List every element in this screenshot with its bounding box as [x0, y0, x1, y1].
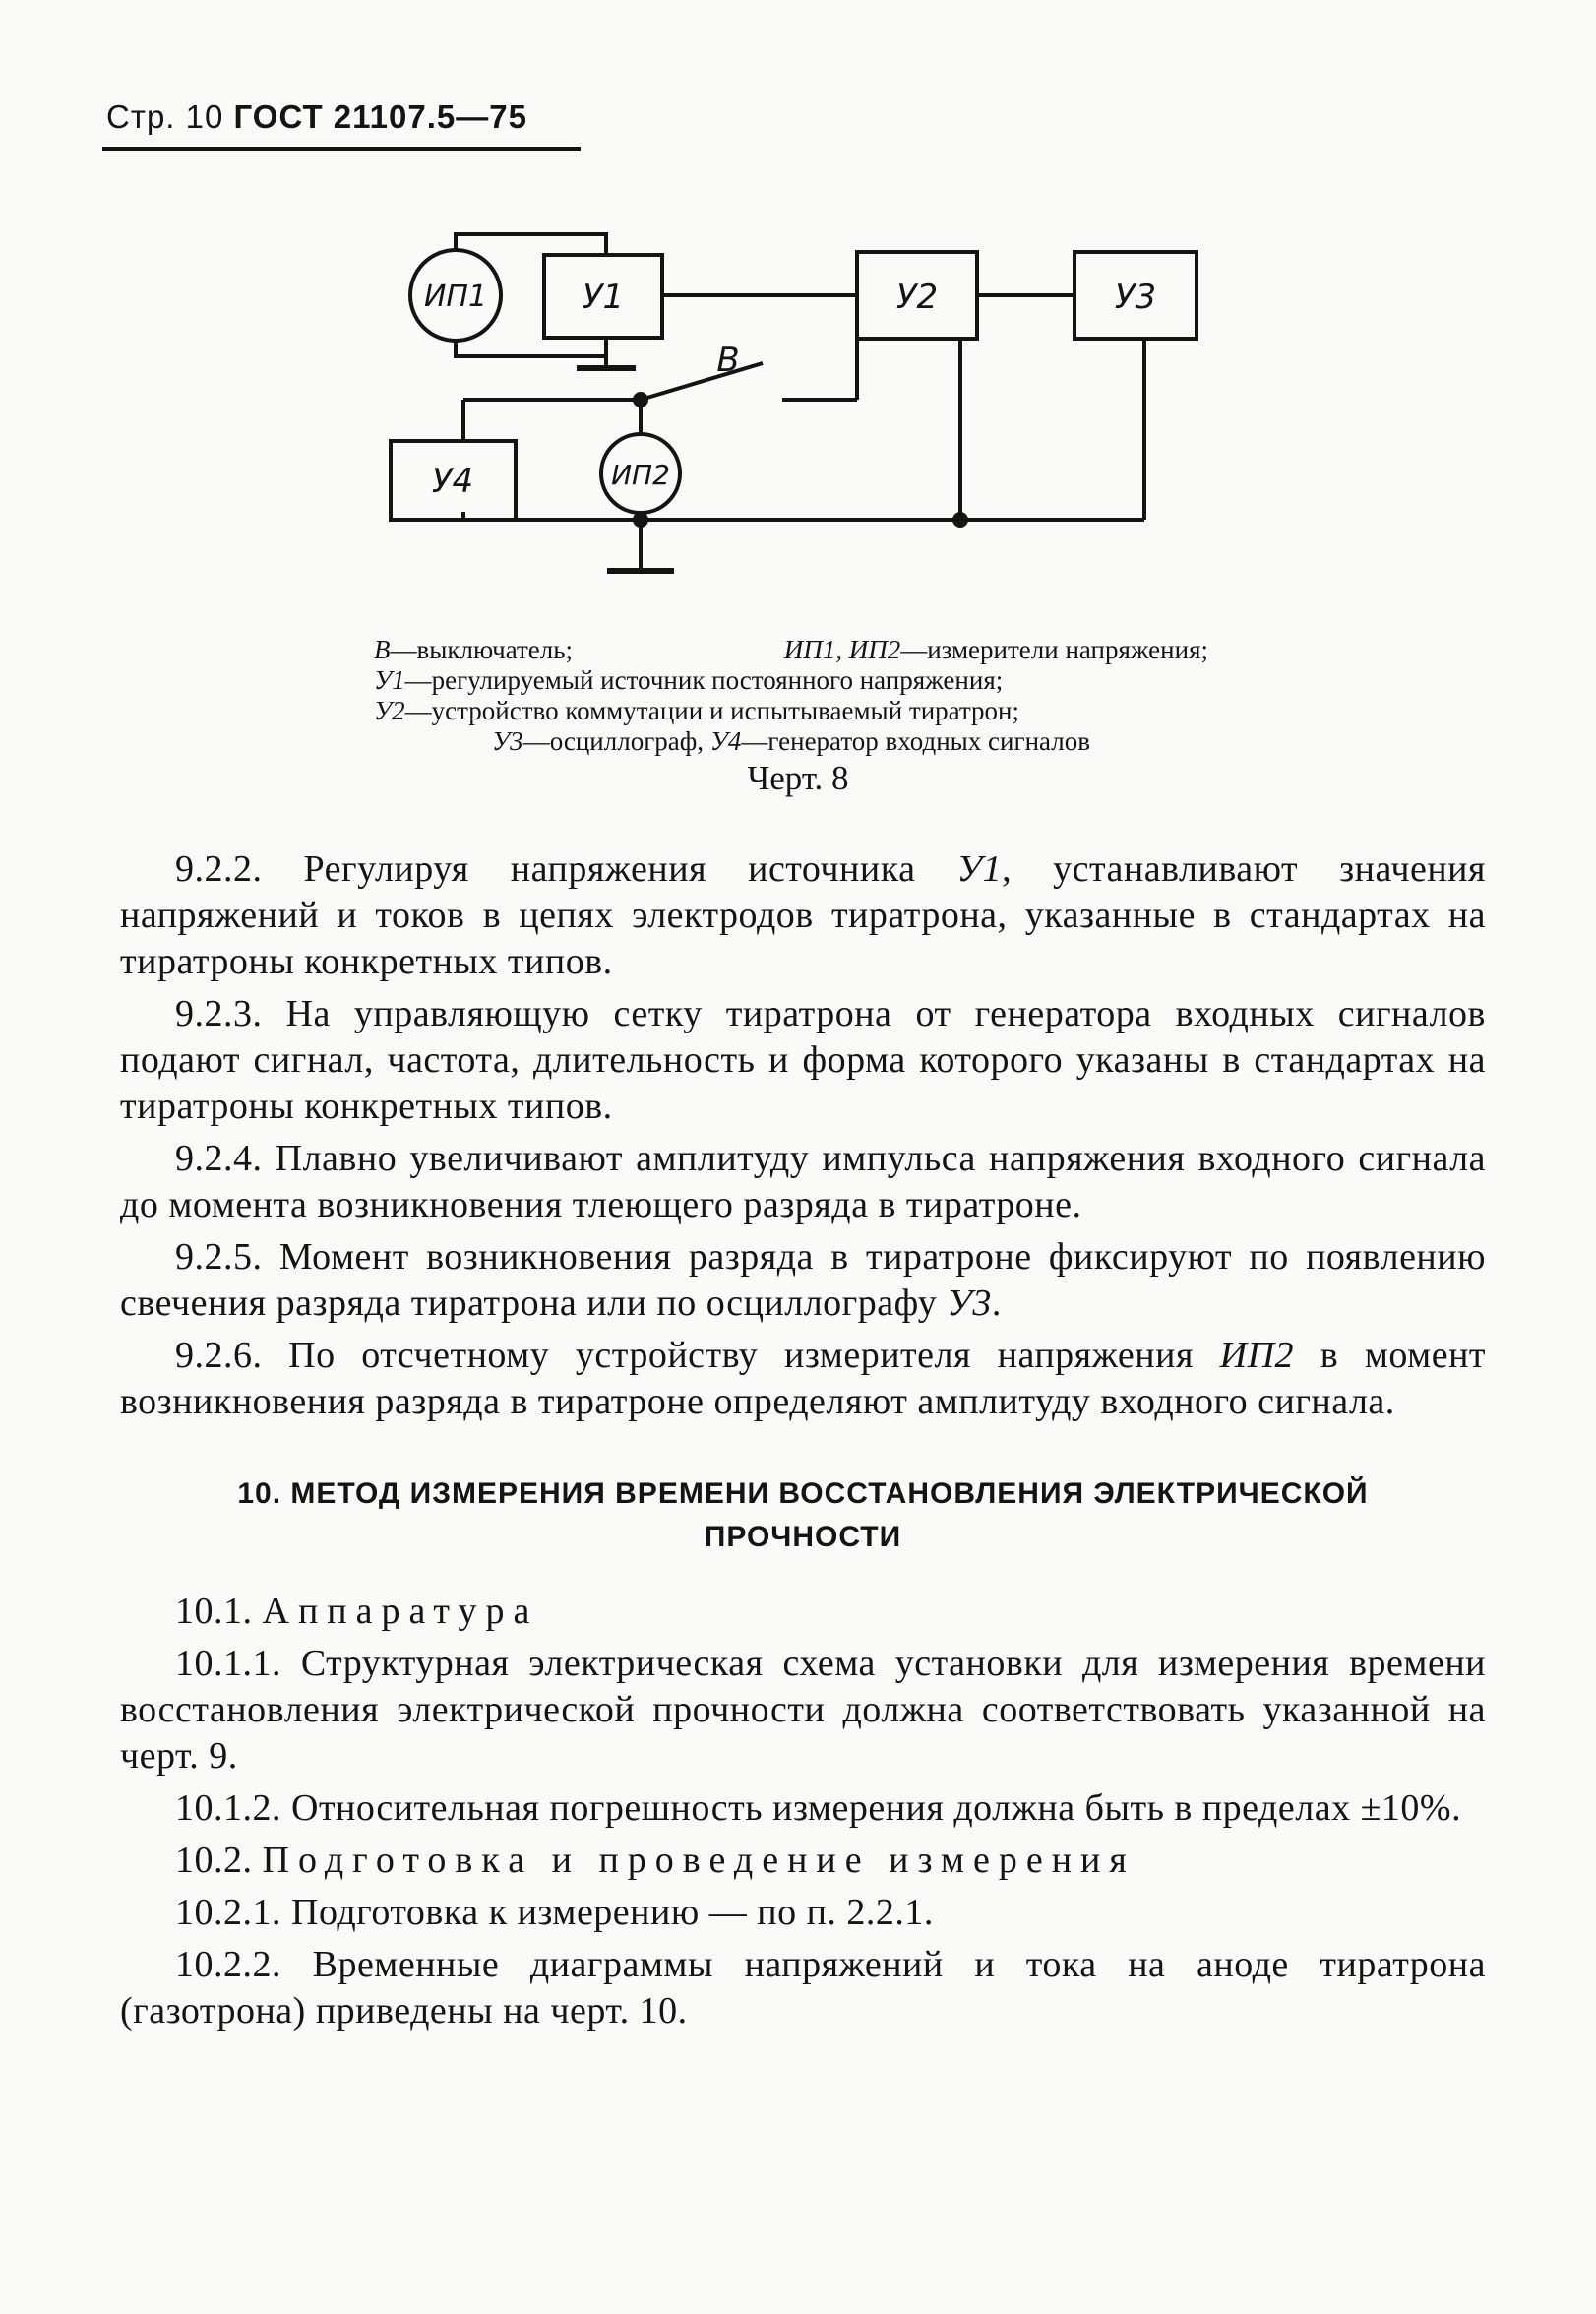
figure-caption: Черт. 8 [747, 759, 849, 797]
section-10-title: 10. МЕТОД ИЗМЕРЕНИЯ ВРЕМЕНИ ВОССТАНОВЛЕНИЯ ЭЛЕКТРИЧЕСКОЙ ПРОЧНОСТИ [237, 1477, 1369, 1553]
paragraph-9-2-3: 9.2.3. На управляющую сетку тиратрона от генератора входных сигналов подают сигнал, частота, длительность и форма которого указаны в стандартах на тиратроны конкретных типов. [120, 993, 1486, 1127]
label-ip2: ИП2 [611, 459, 670, 491]
paragraph-9-2-6: 9.2.6. По отсчетному устройству измерителя напряжения ИП2 в момент возникновения разряда в тиратроне определяют амплитуду входного сигнала. [120, 1335, 1487, 1422]
document-body [120, 846, 1486, 2040]
paragraph-9-2-4: 9.2.4. Плавно увеличивают амплитуду импульса напряжения входного сигнала до момента возникновения тлеющего разряда в тиратроне. [120, 1138, 1486, 1225]
label-y4: У4 [431, 462, 474, 501]
label-y1: У1 [582, 278, 625, 317]
label-switch: В [716, 341, 740, 380]
label-ip1: ИП1 [423, 280, 488, 314]
label-y2: У2 [895, 278, 939, 317]
circuit-diagram [0, 0, 1596, 689]
paragraph-9-2-2: 9.2.2. Регулируя напряжения источника У1, устанавливают значения напряжений и токов в цепях электродов тиратрона, указанные в стандартах на тиратроны конкретных типов. [120, 848, 1486, 982]
diagram-legend: В—выключатель; ИП1, ИП2—измерители напряжения; У1—регулируемый источник постоянного напряжения; У2—устройство коммутации и испытываемый тиратрон; У3—осциллограф, У4—генератор входных сигналов [374, 635, 1208, 756]
standard-code: ГОСТ 21107.5—75 [233, 98, 527, 135]
paragraph-10-1-1: 10.1.1. Структурная электрическая схема установки для измерения времени восстановления электрической прочности должна соответствовать указанной на черт. 9. [120, 1643, 1486, 1777]
paragraph-9-2-5: 9.2.5. Момент возникновения разряда в тиратроне фиксируют по появлению свечения разряда тиратрона или по осциллографу У3. [120, 1236, 1486, 1324]
subsection-10-1: 10.1. Аппаратура [175, 1591, 539, 1632]
paragraph-10-2-2: 10.2.2. Временные диаграммы напряжений и тока на аноде тиратрона (газотрона) приведены на черт. 10. [120, 1944, 1486, 2032]
paragraph-10-2-1: 10.2.1. Подготовка к измерению — по п. 2.2.1. [175, 1892, 934, 1933]
subsection-10-2: 10.2. Подготовка и проведение измерения [175, 1840, 1136, 1881]
label-y3: У3 [1114, 278, 1157, 317]
paragraph-10-1-2: 10.1.2. Относительная погрешность измерения должна быть в пределах ±10%. [175, 1787, 1462, 1829]
page-number: Стр. 10 [106, 98, 224, 135]
